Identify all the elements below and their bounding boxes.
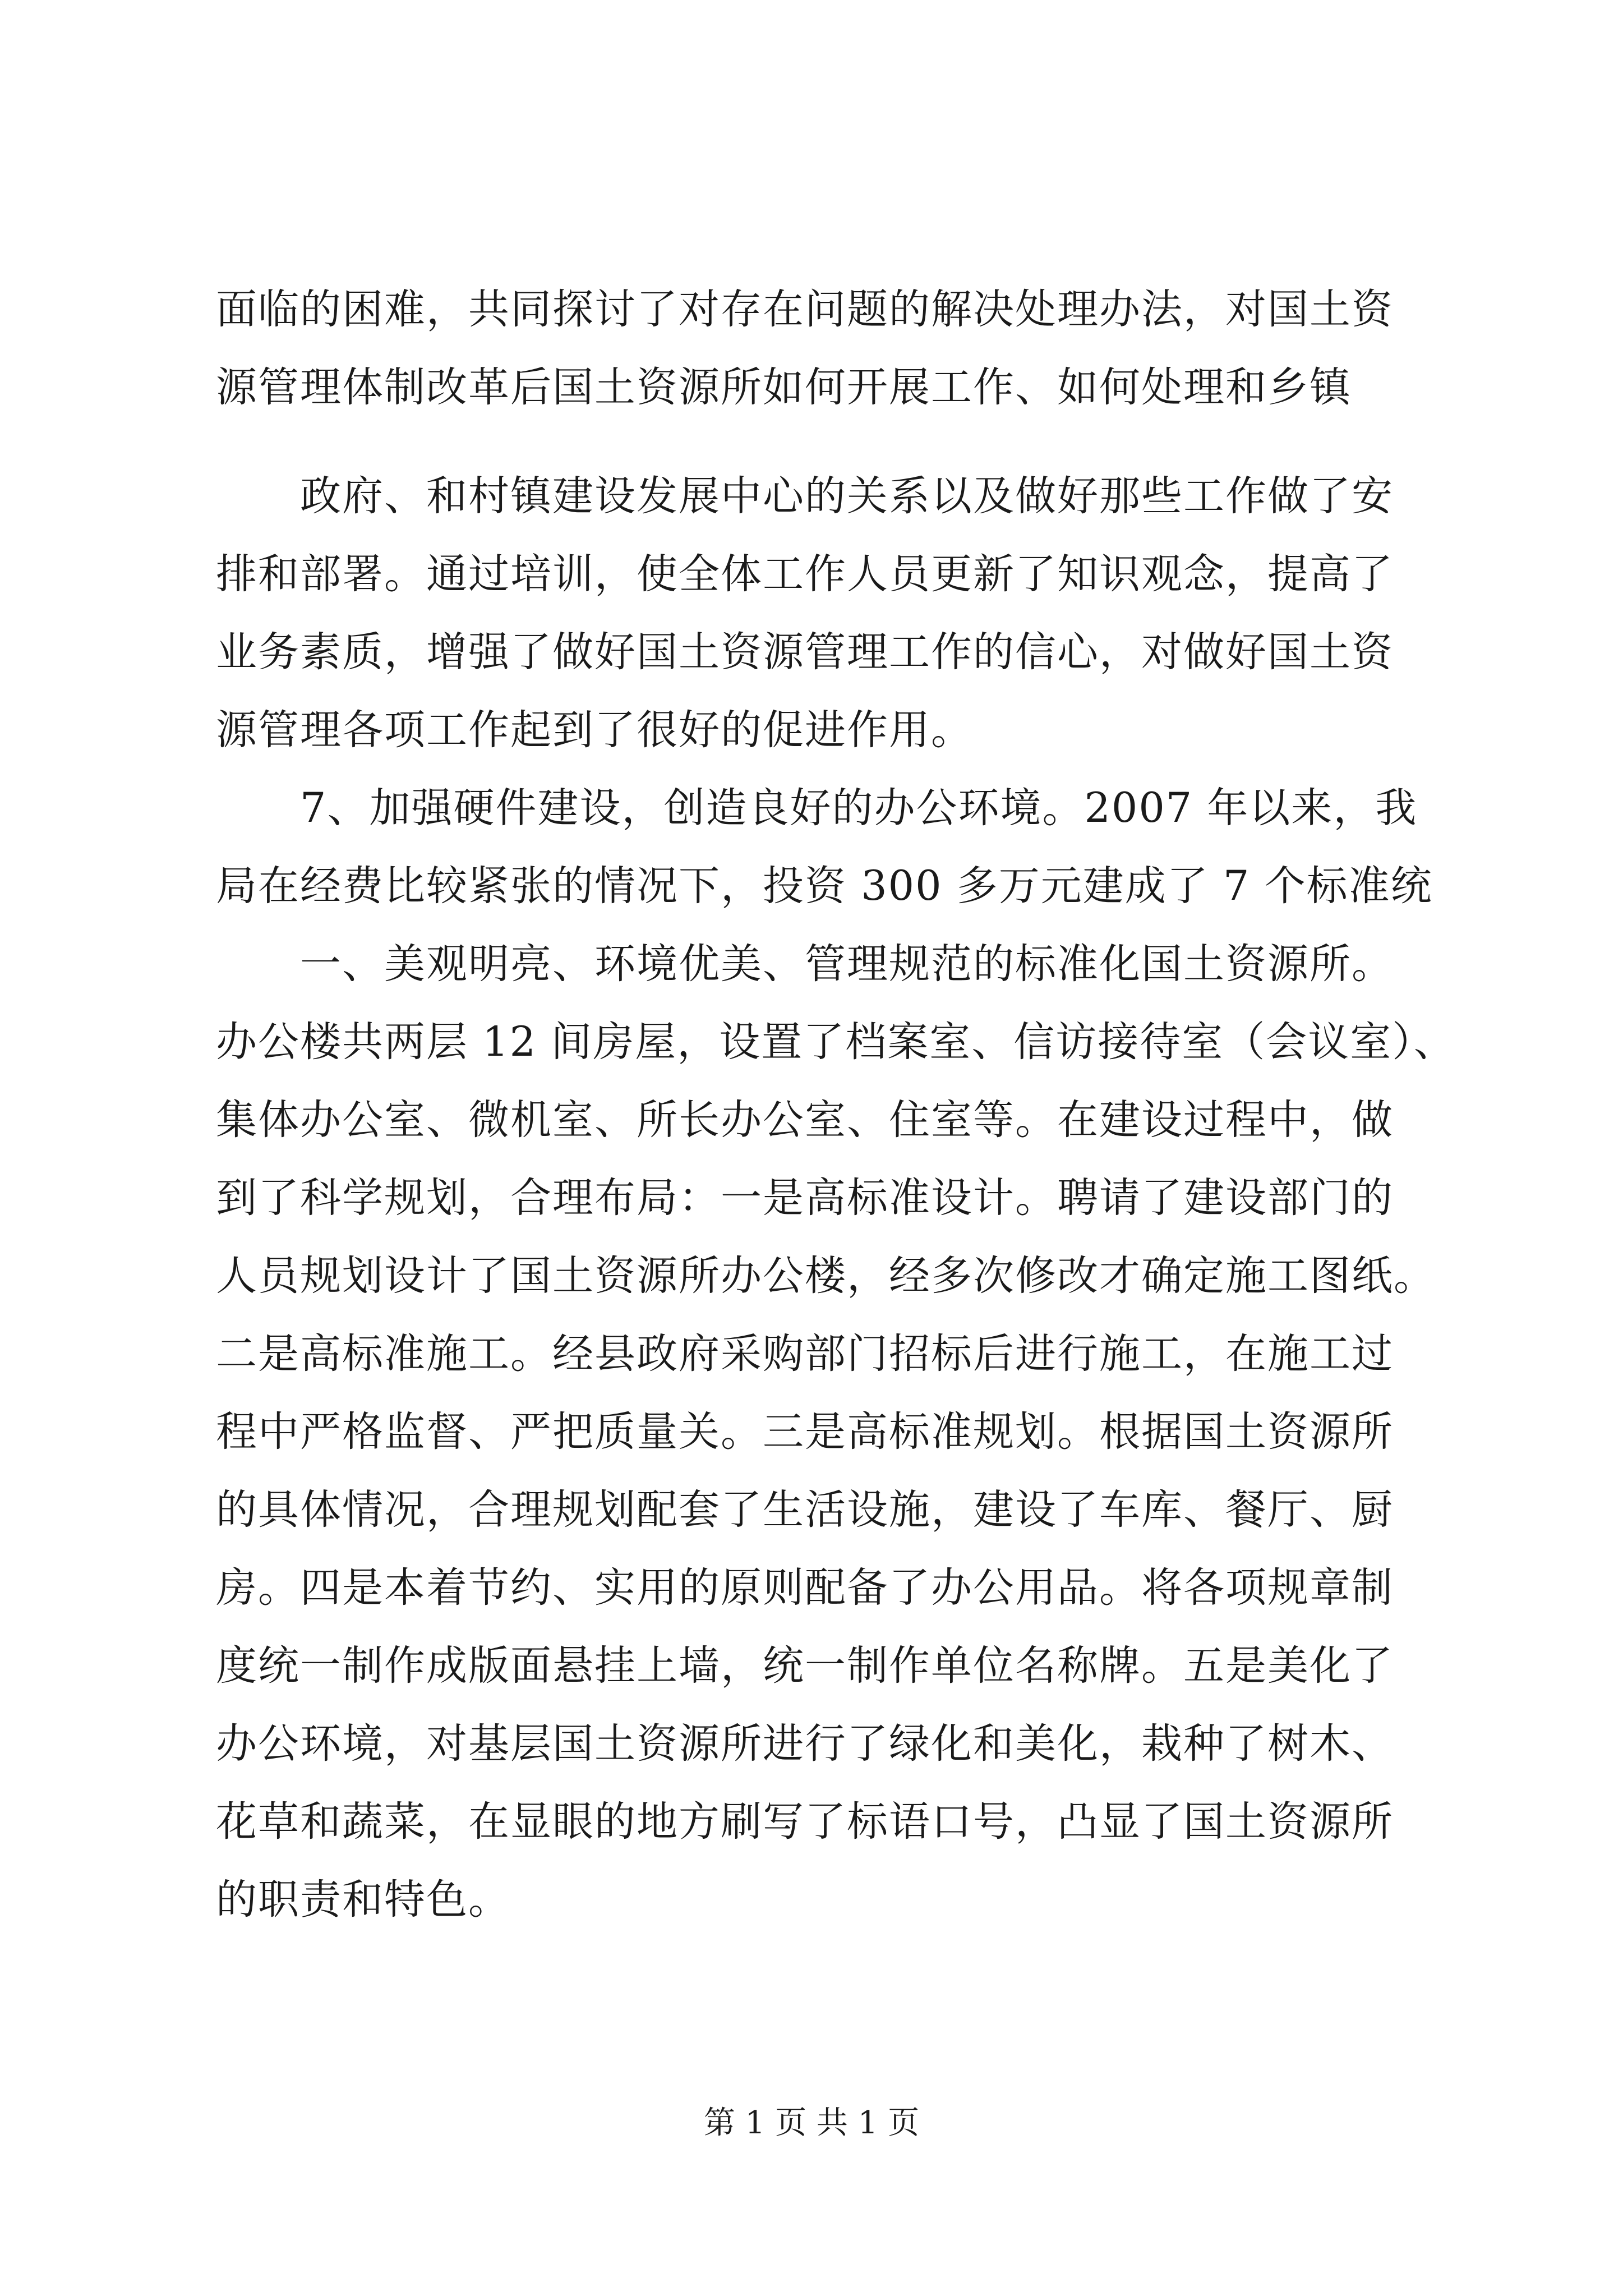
text-line: 业务素质，增强了做好国土资源管理工作的信心，对做好国土资 <box>216 628 1394 676</box>
text-line: 7、加强硬件建设，创造良好的办公环境。2007 年以来，我 <box>300 784 1418 832</box>
text-line: 局在经费比较紧张的情况下，投资 300 多万元建成了 7 个标准统 <box>216 862 1433 910</box>
text-line: 到了科学规划，合理布局：一是高标准设计。聘请了建设部门的 <box>216 1174 1394 1222</box>
text-line: 源管理体制改革后国土资源所如何开展工作、如何处理和乡镇 <box>216 364 1352 411</box>
text-line: 面临的困难，共同探讨了对存在问题的解决处理办法，对国土资 <box>216 286 1394 333</box>
text-line: 政府、和村镇建设发展中心的关系以及做好那些工作做了安 <box>300 472 1394 520</box>
text-line: 度统一制作成版面悬挂上墙，统一制作单位名称牌。五是美化了 <box>216 1642 1394 1690</box>
text-line: 人员规划设计了国土资源所办公楼，经多次修改才确定施工图纸。 <box>216 1252 1436 1300</box>
page-footer: 第 1 页 共 1 页 <box>703 2105 920 2141</box>
text-line: 的职责和特色。 <box>216 1876 510 1924</box>
text-line: 排和部署。通过培训，使全体工作人员更新了知识观念，提高了 <box>216 550 1394 598</box>
text-line: 程中严格监督、严把质量关。三是高标准规划。根据国土资源所 <box>216 1408 1394 1456</box>
text-line: 花草和蔬菜，在显眼的地方刷写了标语口号，凸显了国土资源所 <box>216 1798 1394 1846</box>
text-line: 二是高标准施工。经县政府采购部门招标后进行施工，在施工过 <box>216 1330 1394 1378</box>
text-line: 集体办公室、微机室、所长办公室、住室等。在建设过程中，做 <box>216 1096 1394 1144</box>
text-line: 办公环境，对基层国土资源所进行了绿化和美化，栽种了树木、 <box>216 1720 1394 1768</box>
text-line: 一、美观明亮、环境优美、管理规范的标准化国土资源所。 <box>300 940 1394 988</box>
text-line: 的具体情况，合理规划配套了生活设施，建设了车库、餐厅、厨 <box>216 1486 1394 1534</box>
text-line: 房。四是本着节约、实用的原则配备了办公用品。将各项规章制 <box>216 1564 1394 1612</box>
text-line: 源管理各项工作起到了很好的促进作用。 <box>216 706 973 754</box>
text-line: 办公楼共两层 12 间房屋，设置了档案室、信访接待室（会议室）、 <box>216 1018 1456 1066</box>
